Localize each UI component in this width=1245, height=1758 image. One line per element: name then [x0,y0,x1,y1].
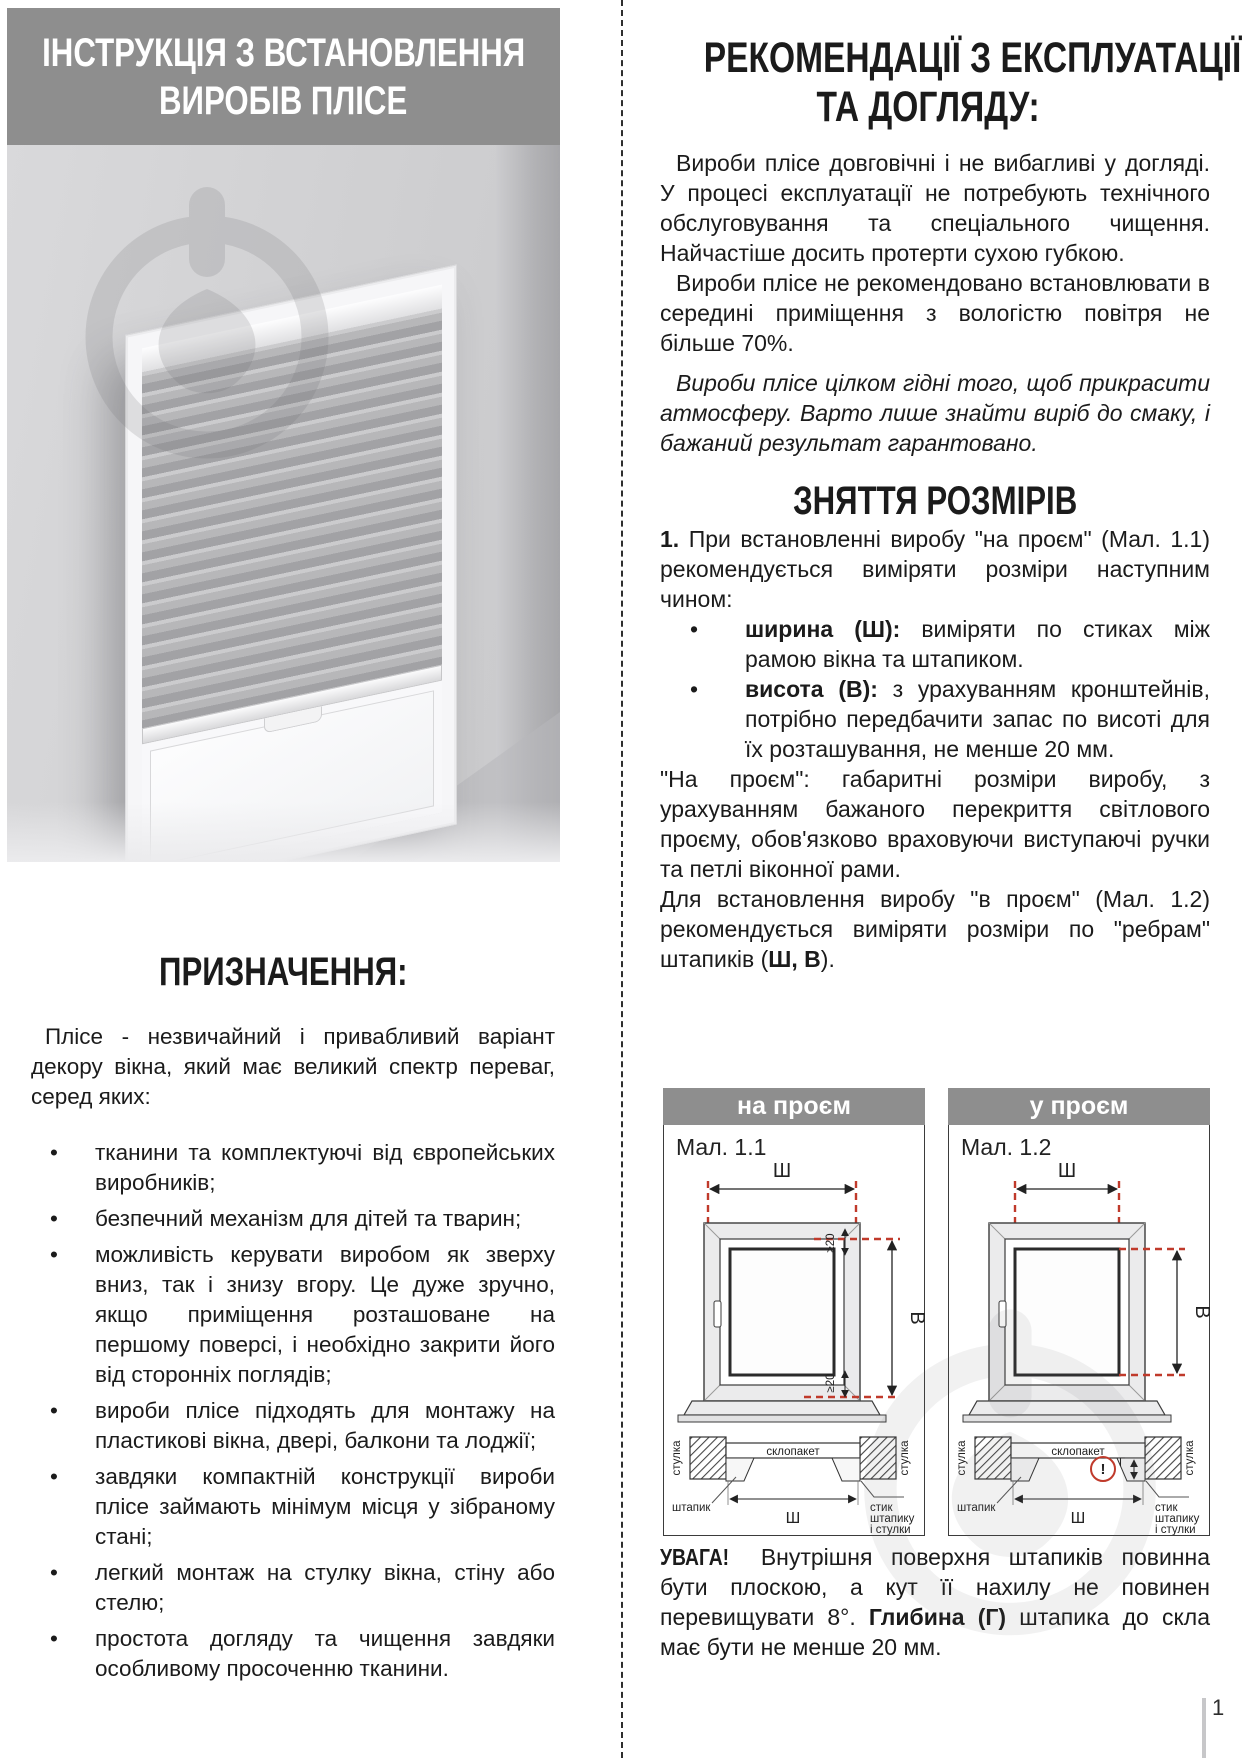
attention-depth-term: Глибина (Г) [868,1604,1007,1630]
gap-top-label: ≥20 [825,1233,837,1253]
sash-right-label: стулка [899,1440,911,1476]
diagram2-header: у проєм [948,1088,1210,1125]
list-item: • можливість керувати виробом як зверху вниз, так і знизу вгору. Це дуже зручно, якщо приміщення розташоване на першому поверсі, і необхідно закрити його від сторонніх поглядів; [31,1240,555,1390]
measuring-bullet-list [660,614,1210,764]
page-number-rule [1202,1698,1206,1758]
bead-label: штапик [957,1502,996,1514]
joint-label-1: стик [1155,1502,1178,1514]
right-text-column [660,148,1210,974]
list-item: • тканини та комплектуючі від європейських виробників; [31,1138,555,1198]
cs-width-label: Ш [1070,1510,1086,1527]
sash-left-label: стулка [671,1440,683,1476]
purpose-intro: Плісе - незвичайний і привабливий варіант декору вікна, який має великий спектр переваг, серед яких: [31,1024,555,1109]
purpose-section [31,1022,555,1690]
photo-floor-fade [7,802,560,862]
glazing-label: склопакет [766,1446,820,1458]
figure-label: Мал. 1.2 [961,1134,1052,1160]
sash-left-label: стулка [956,1440,968,1476]
care-paragraph-1: Вироби плісе довговічні і не вибагливі у догляді. У процесі експлуатації не потребують технічного обслуговування та спеціального чищення. Найчастіше досить протерти сухою губкою. [660,150,1210,266]
measuring-heading: ЗНЯТТЯ РОЗМІРІВ [792,479,1078,523]
list-item [660,614,1210,674]
cs-width-label: Ш [785,1510,801,1527]
figure-label: Мал. 1.1 [676,1134,767,1160]
width-dim-label: Ш [1057,1160,1077,1182]
height-dim-label: В [1191,1305,1211,1319]
diagram1-header: на проєм [663,1088,925,1125]
na-proem-paragraph: "На проєм": габаритні розміри виробу, з урахуванням бажаного перекриття світлового проєму, обов'язково враховуючи виступаючі ручки та петлі віконної рами. [660,766,1210,882]
attention-text-2: штапика до скла має бути не менше 20 мм. [660,1604,1210,1660]
height-dim-label: В [906,1311,926,1325]
list-item [660,674,1210,764]
width-definition: виміряти по стиках між рамою вікна та штапиком. [745,616,1211,672]
v-proem-dims: Ш, В [768,946,821,972]
purpose-heading: ПРИЗНАЧЕННЯ: [159,950,408,994]
bead-label: штапик [672,1502,711,1514]
care-paragraph-2: Вироби плісе не рекомендовано встановлювати в середині приміщення з вологістю повітря не більше 70%. [660,270,1210,356]
care-heading [628,34,1242,132]
joint-label-3: і стулки [1155,1524,1196,1535]
joint-label-3: і стулки [870,1524,911,1535]
care-heading-line1: РЕКОМЕНДАЦІЇ З ЕКСПЛУАТАЦІЇ [703,34,1242,82]
product-photo [7,145,560,862]
diagram2-drawing [949,1125,1211,1535]
step1-text: При встановленні виробу "на проєм" (Мал. 1.1) рекомендується виміряти розміри наступним чином: [660,526,1210,612]
joint-label-1: стик [870,1502,893,1514]
diagram-na-proem [663,1088,925,1536]
warning-exclamation-icon: ! [1100,1461,1106,1478]
width-dim-label: Ш [772,1160,792,1182]
list-item: • завдяки компактній конструкції вироби плісе займають мінімум місця у зібраному стані; [31,1462,555,1552]
joint-label-2: штапику [1155,1513,1200,1525]
measuring-step1 [660,524,1210,614]
purpose-bullet-list [31,1138,555,1684]
diagram1-drawing [664,1125,926,1535]
diagram-u-proem [948,1088,1210,1536]
sash-right-label: стулка [1184,1440,1196,1476]
care-paragraph-3: Вироби плісе цілком гідні того, щоб прикрасити атмосферу. Варто лише знайти виріб до смаку, і бажаний результат гарантовано. [660,370,1210,456]
attention-lead: УВАГА! [660,1544,730,1570]
left-header-line2: ВИРОБІВ ПЛІСЕ [159,78,408,123]
diagram2-figure [948,1125,1210,1536]
left-header-line1: ІНСТРУКЦІЯ З ВСТАНОВЛЕННЯ [41,30,526,75]
photo-window-frame [125,264,457,862]
list-item: • легкий монтаж на стулку вікна, стіну або стелю; [31,1558,555,1618]
height-term: висота (В): [745,676,878,702]
width-term: ширина (Ш): [745,616,901,642]
page-number: 1 [1212,1695,1225,1720]
list-item: • вироби плісе підходять для монтажу на пластикові вікна, двері, балкони та лоджії; [31,1396,555,1456]
height-definition: з урахуванням кронштейнів, потрібно передбачити запас по висоті для їх розташування, не менше 20 мм. [745,676,1210,762]
left-header-band [7,8,560,145]
care-heading-line2: ТА ДОГЛЯДУ: [816,83,1040,131]
column-divider [621,0,623,1758]
diagram1-figure [663,1125,925,1536]
attention-note [660,1542,1210,1662]
depth-label: Г [1119,1457,1126,1469]
gap-bottom-label: ≥20 [825,1373,837,1393]
v-proem-text-end: ). [820,946,835,972]
photo-pleated-blind [142,309,442,729]
glazing-label: склопакет [1051,1446,1105,1458]
attention-text-1: Внутрішня поверхня штапиків повинна бути плоскою, а кут її нахилу не повинен перевищувати 8°. [660,1544,1210,1630]
photo-window [125,264,457,862]
list-item: • простота догляду та чищення завдяки особливому просоченню тканини. [31,1624,555,1684]
joint-label-2: штапику [870,1513,915,1525]
list-item: • безпечний механізм для дітей та тварин; [31,1204,555,1234]
v-proem-text: Для встановлення виробу "в проєм" (Мал. 1.2) рекомендується виміряти розміри по "ребрам" штапиків ( [660,886,1210,972]
v-proem-paragraph [660,884,1210,974]
step1-number: 1. [660,526,680,552]
